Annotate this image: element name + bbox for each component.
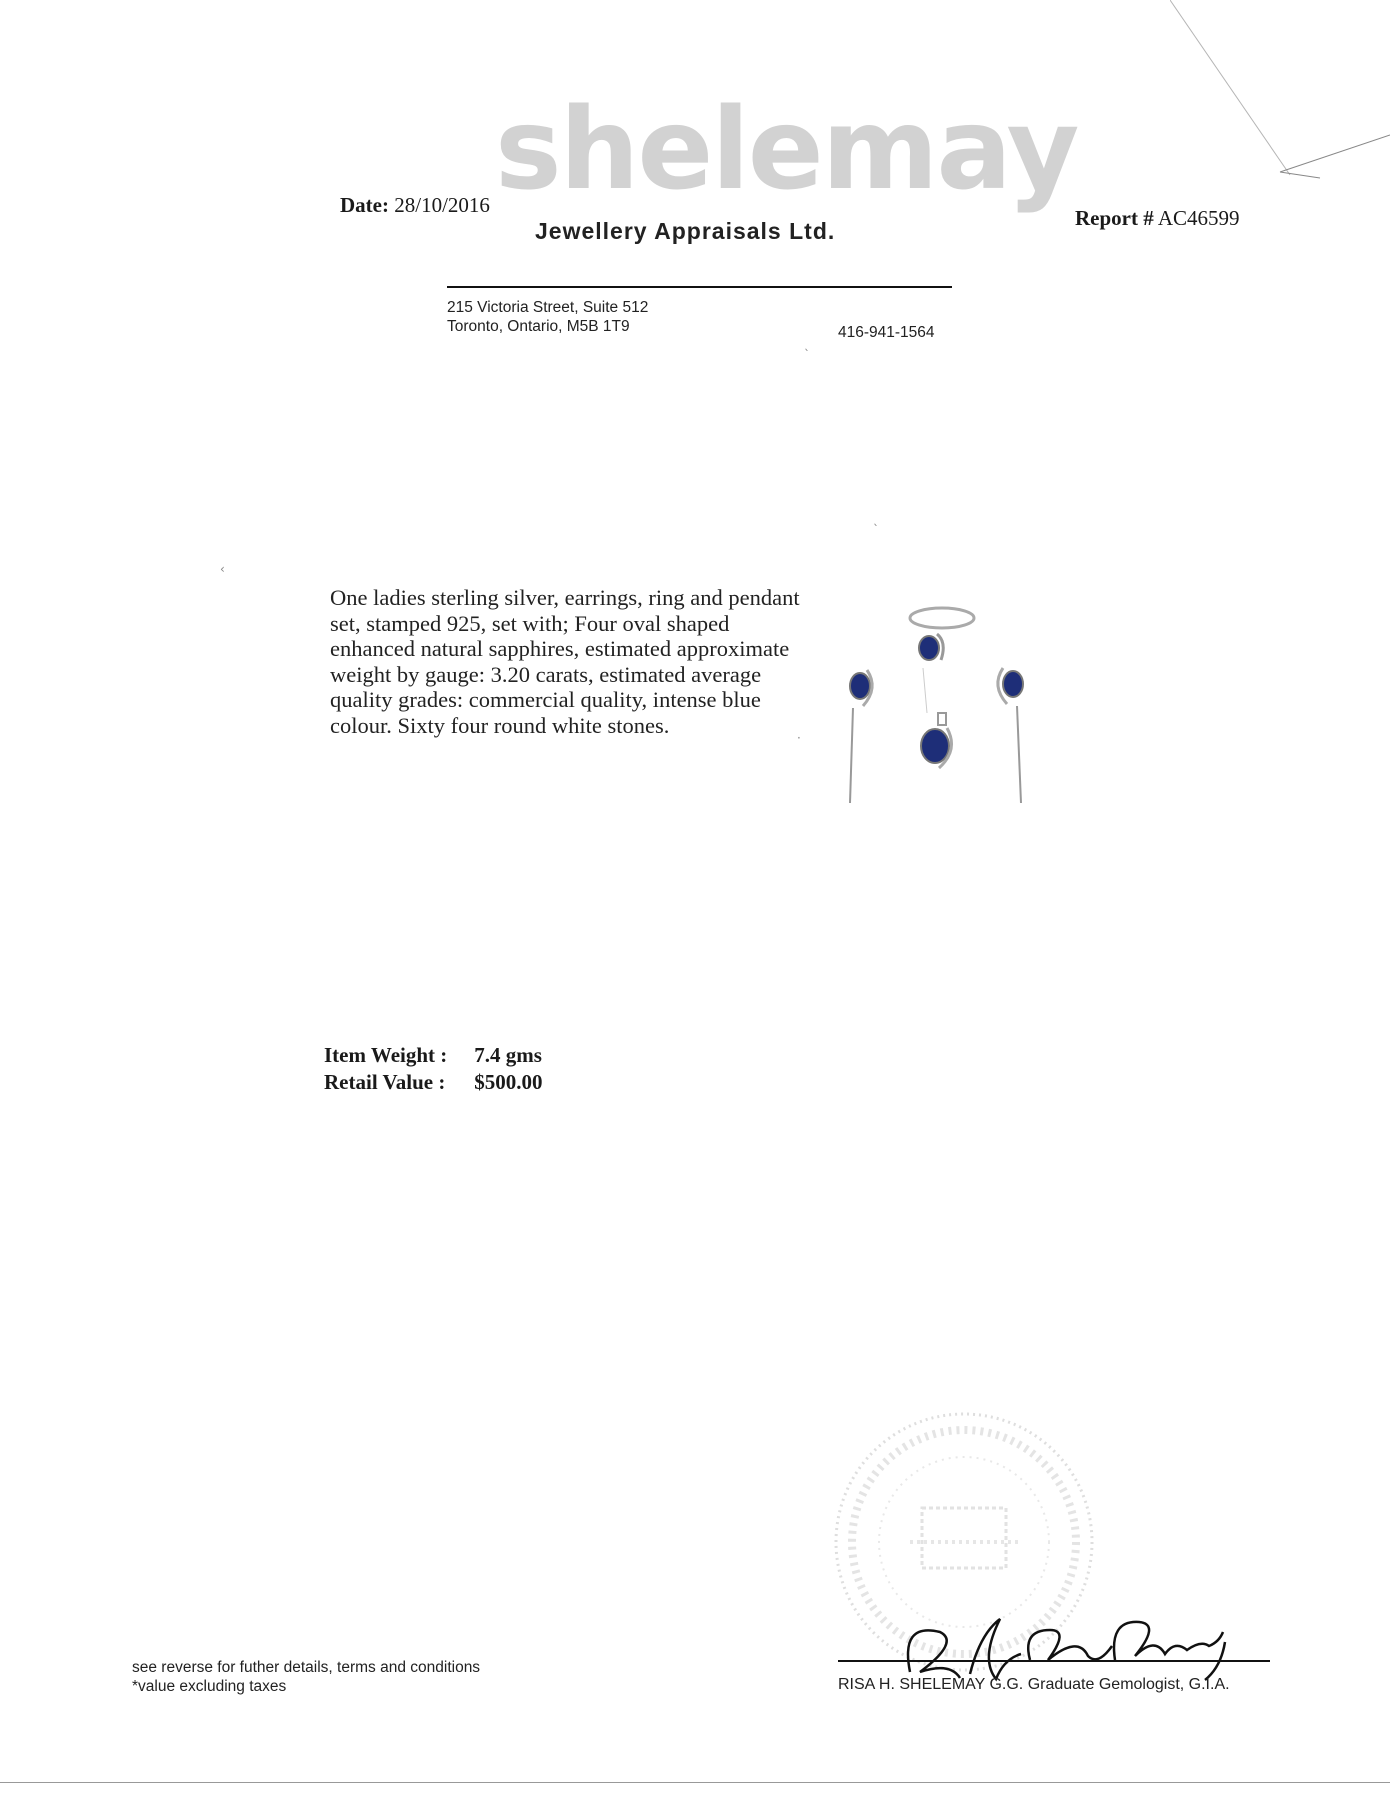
report-label: Report # — [1075, 206, 1154, 230]
scan-speck: ˎ — [873, 512, 879, 526]
company-logo: shelemay — [495, 85, 1078, 215]
jewellery-set-photo — [825, 598, 1060, 808]
item-description: One ladies sterling silver, earrings, ring and pendant set, stamped 925, set with; Four oval shaped enhanced natural sapphires, estimated approximate weight by gauge: 3.20 carats, estimated average quality grades: commercial quality, intense blue colour. Sixty four round white stones. — [330, 585, 800, 738]
address-line-2: Toronto, Ontario, M5B 1T9 — [447, 318, 630, 335]
footer-note — [132, 1658, 480, 1696]
handwritten-signature — [880, 1602, 1270, 1682]
item-weight-value: 7.4 gms — [474, 1043, 542, 1067]
report-number — [1075, 206, 1240, 231]
scan-speck: ‹ — [220, 562, 225, 576]
date-value: 28/10/2016 — [394, 193, 490, 217]
footer-note-line-2: *value excluding taxes — [132, 1678, 287, 1695]
signer-name: RISA H. SHELEMAY G.G. Graduate Gemologist, G.I.A. — [838, 1676, 1230, 1693]
date-label: Date: — [340, 193, 389, 217]
item-weight-row — [324, 1042, 543, 1069]
header-divider — [447, 286, 952, 288]
scan-speck: ˎ — [804, 337, 810, 351]
retail-value-value: $500.00 — [474, 1070, 543, 1094]
page-corner-fold — [1170, 0, 1390, 200]
page-bottom-edge — [0, 1782, 1390, 1783]
report-date — [340, 193, 490, 218]
company-phone: 416-941-1564 — [838, 324, 935, 341]
company-name: Jewellery Appraisals Ltd. — [535, 218, 836, 244]
footer-note-line-1: see reverse for futher details, terms and conditions — [132, 1659, 481, 1676]
signature-line — [838, 1660, 1270, 1662]
item-weight-label: Item Weight : — [324, 1043, 448, 1067]
retail-value-row — [324, 1069, 543, 1096]
company-address — [447, 298, 648, 336]
appraisal-values — [324, 1042, 543, 1096]
retail-value-label: Retail Value : — [324, 1070, 446, 1094]
address-line-1: 215 Victoria Street, Suite 512 — [447, 299, 649, 316]
report-value: AC46599 — [1157, 206, 1240, 230]
scan-speck: · — [797, 731, 801, 745]
